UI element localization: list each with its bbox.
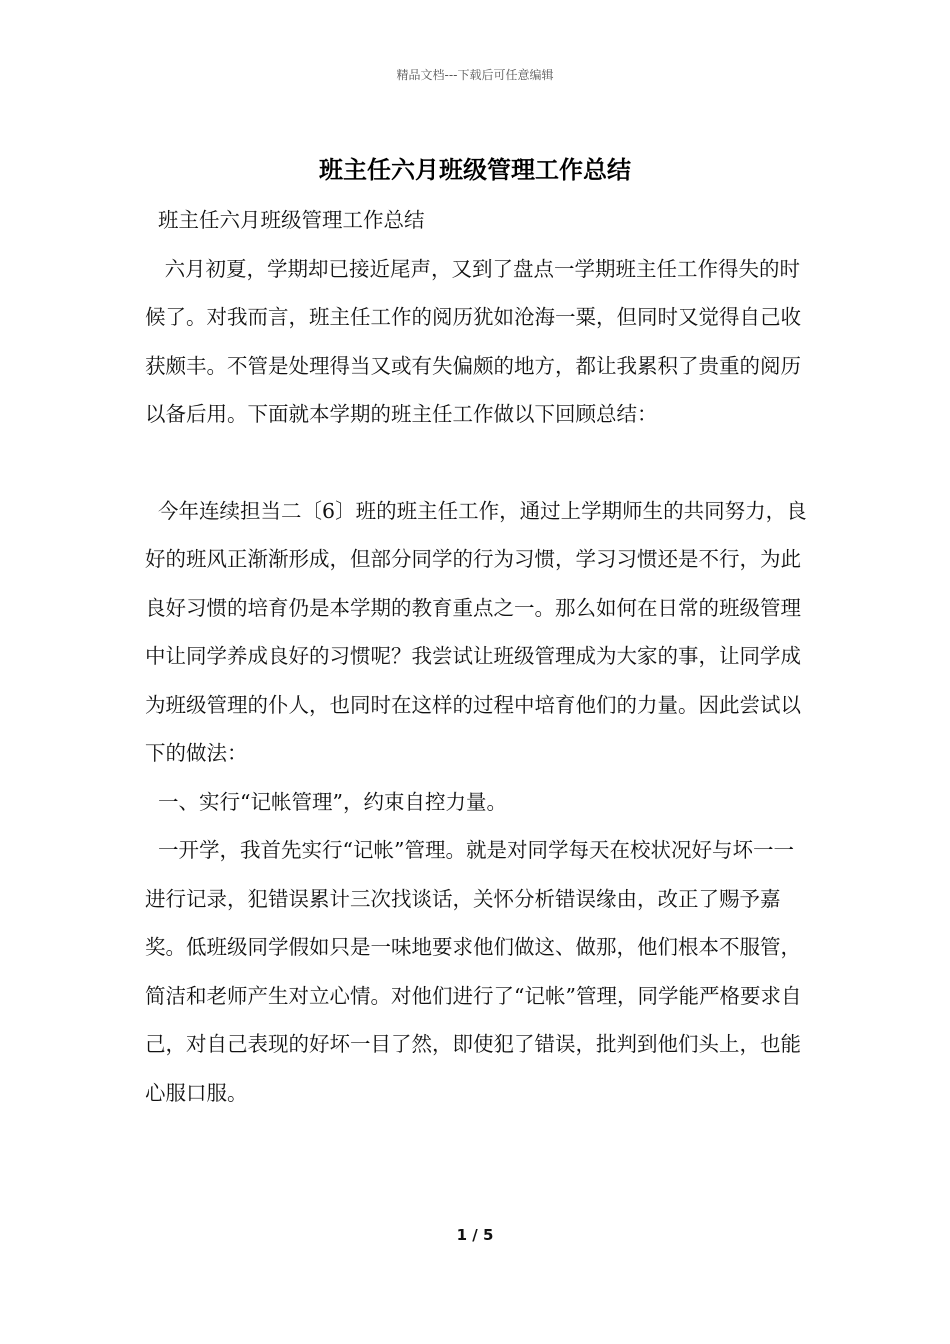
subtitle-paragraph: 班主任六月班级管理工作总结: [145, 208, 425, 232]
intro-paragraph: 六月初夏，学期却已接近尾声，又到了盘点一学期班主任工作得失的时候了。对我而言，班主任工作的阅历犹如沧海一粟，但同时又觉得自己收获颇丰。不管是处理得当又或有失偏颇的地方，都让我累积了贵重的阅历以备后用。下面就本学期的班主任工作做以下回顾总结：: [145, 256, 801, 426]
body-paragraph: 一开学，我首先实行“记帐”管理。就是对同学每天在校状况好与坏一一进行记录，犯错误累计三次找谈话，关怀分析错误缘由，改正了赐予嘉奖。低班级同学假如只是一味地要求他们做这、做那，他们根本不服管，简洁和老师产生对立心情。对他们进行了“记帐”管理，同学能严格要求自己，对自己表现的好坏一目了然，即使犯了错误，批判到他们头上，也能心服口服。: [145, 838, 802, 1105]
header-note: 精品文档---下载后可任意编辑: [396, 68, 554, 82]
page-number: 1 / 5: [456, 1226, 494, 1244]
document-body: [145, 196, 813, 1117]
paragraph-spacer: [145, 439, 813, 487]
section-heading: 一、实行“记帐管理”，约束自控力量。: [145, 789, 508, 814]
body-paragraph: 今年连续担当二〔6〕班的班主任工作，通过上学期师生的共同努力，良好的班风正渐渐形成，但部分同学的行为习惯，学习习惯还是不行，为此良好习惯的培育仍是本学期的教育重点之一。那么如何在日常的班级管理中让同学养成良好的习惯呢？我尝试让班级管理成为大家的事，让同学成为班级管理的仆人，也同时在这样的过程中培育他们的力量。因此尝试以下的做法：: [145, 498, 807, 765]
document-title: 班主任六月班级管理工作总结: [319, 155, 631, 184]
